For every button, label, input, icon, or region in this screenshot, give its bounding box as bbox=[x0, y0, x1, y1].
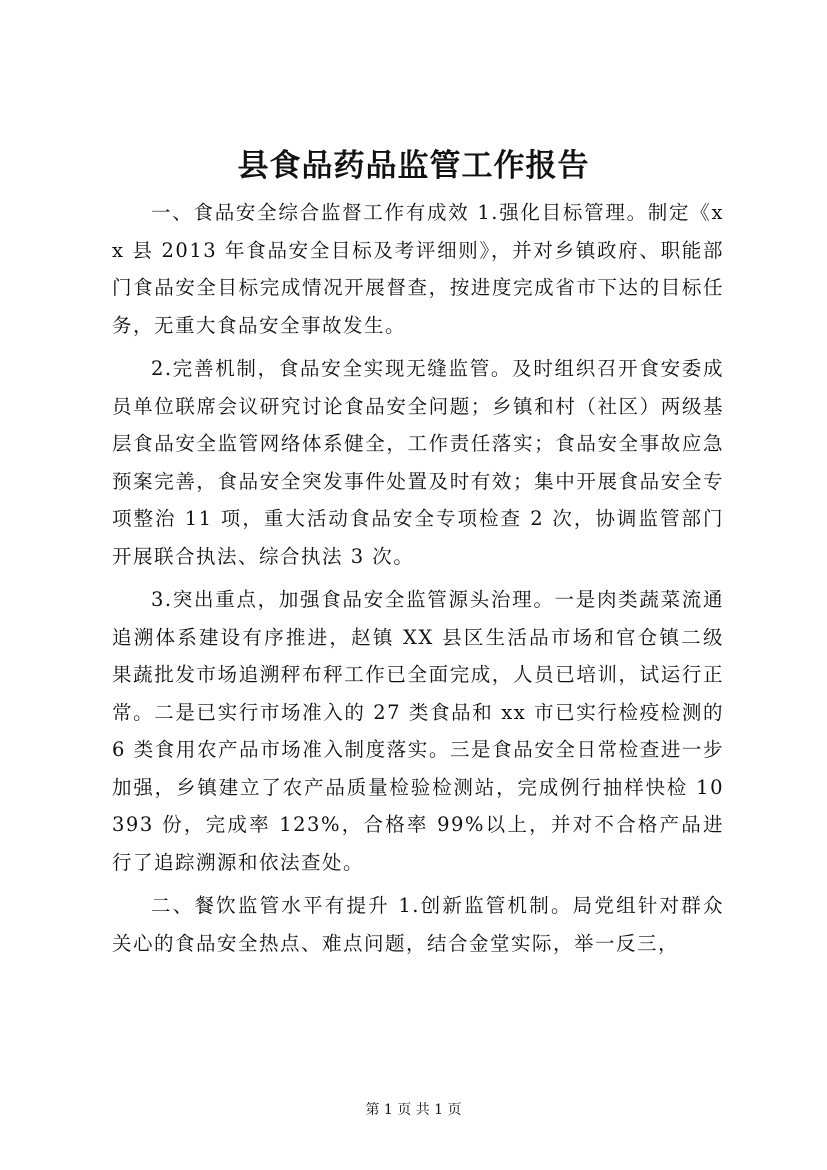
paragraph-food-safety-supervision: 一、食品安全综合监督工作有成效 1.强化目标管理。制定《xx 县 2013 年食品安全目标及考评细则》，并对乡镇政府、职能部门食品安全目标完成情况开展督查，按进度完成省市下达的目标任务，无重大食品安全事故发生。 bbox=[112, 201, 724, 337]
document-body bbox=[112, 194, 724, 962]
paragraph-mechanism-improvement: 2.完善机制，食品安全实现无缝监管。及时组织召开食安委成员单位联席会议研究讨论食品安全问题；乡镇和村（社区）两级基层食品安全监管网络体系健全，工作责任落实；食品安全事故应急预案完善，食品安全突发事件处置及时有效；集中开展食品安全专项整治 11 项，重大活动食品安全专项检查 2 次，协调监管部门开展联合执法、综合执法 3 次。 bbox=[112, 357, 724, 568]
paragraph-catering-supervision: 二、餐饮监管水平有提升 1.创新监管机制。局党组针对群众关心的食品安全热点、难点问题，结合金堂实际，举一反三， bbox=[112, 894, 724, 955]
document-title: 县食品药品监管工作报告 bbox=[237, 148, 590, 184]
paragraph-source-governance: 3.突出重点，加强食品安全监管源头治理。一是肉类蔬菜流通追溯体系建设有序推进，赵镇 XX 县区生活品市场和官仓镇二级果蔬批发市场追溯秤布秤工作已全面完成，人员已培训，试运行正常。二是已实行市场准入的 27 类食品和 xx 市已实行检疫检测的 6 类食用农产品市场准入制度落实。三是食品安全日常检查进一步加强，乡镇建立了农产品质量检验检测站，完成例行抽样快检 10393 份，完成率 123%，合格率 99%以上，并对不合格产品进行了追踪溯源和依法查处。 bbox=[112, 588, 724, 874]
page-footer: 第 1 页 共 1 页 bbox=[365, 1102, 462, 1118]
